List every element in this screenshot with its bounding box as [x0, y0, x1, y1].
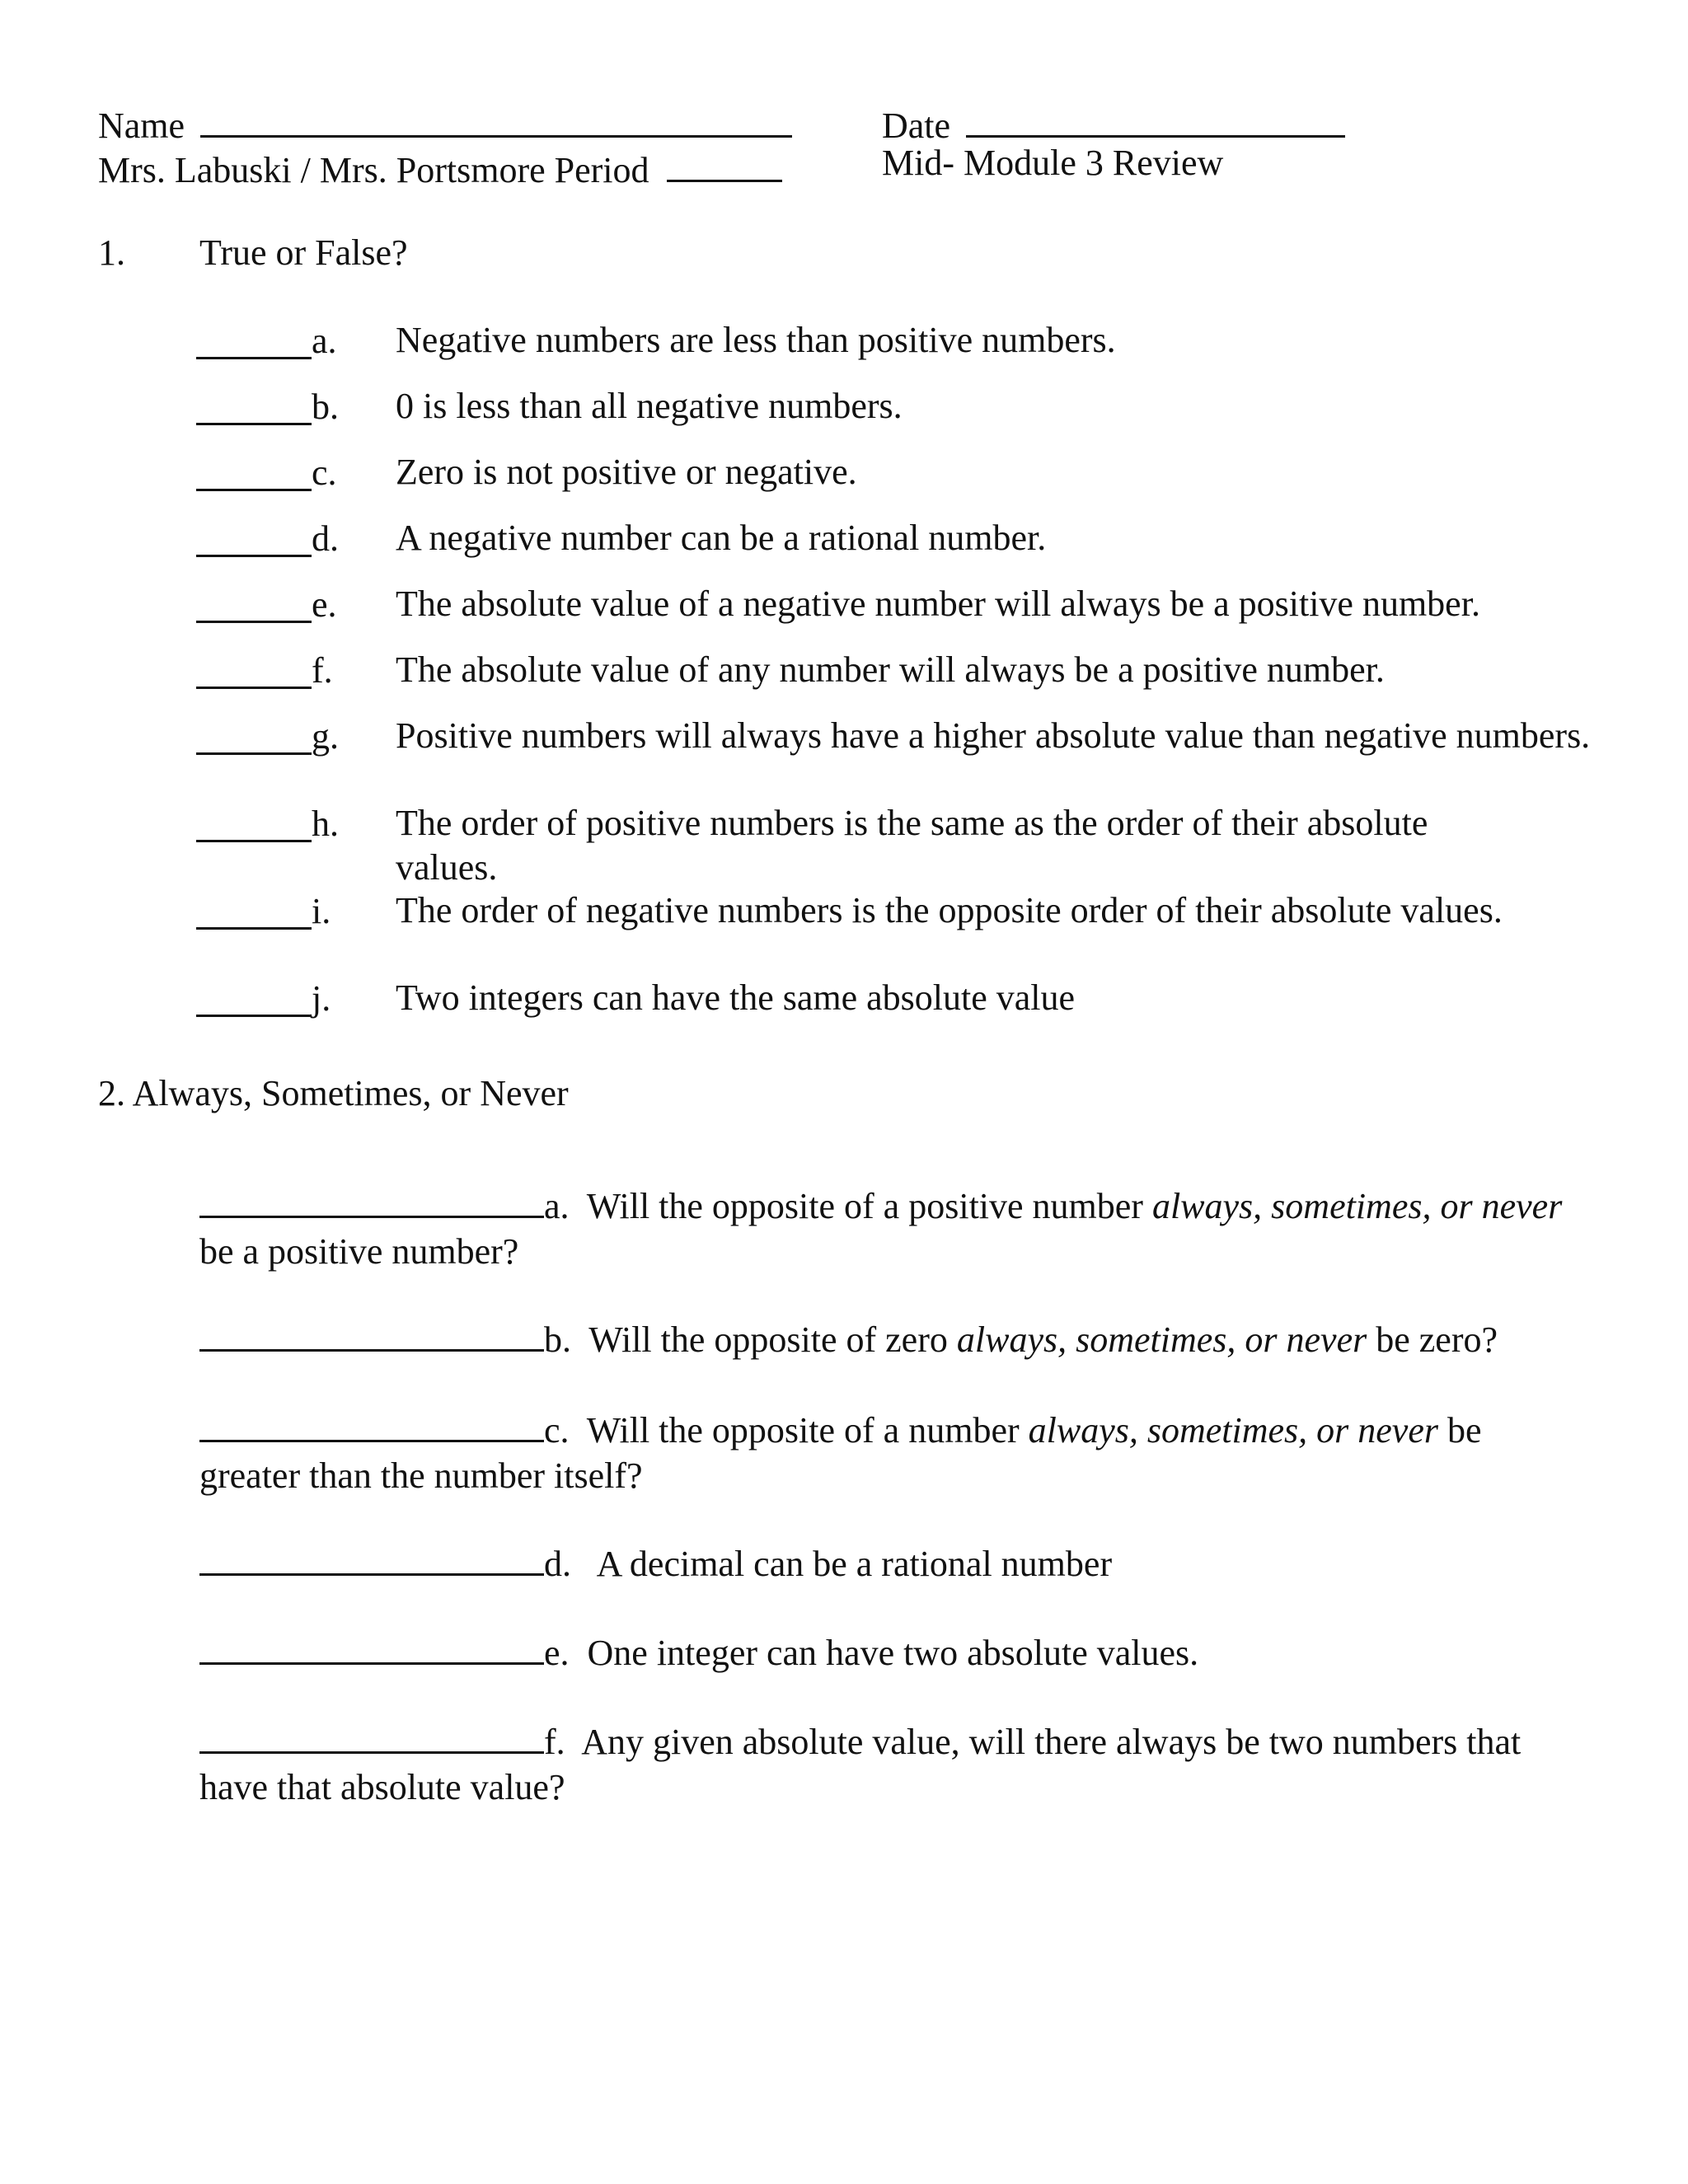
item-text: The order of negative numbers is the opposite order of their absolute values. — [396, 890, 1503, 930]
answer-blank[interactable] — [196, 357, 312, 359]
item-text-end: be greater than the number itself? — [199, 1410, 1482, 1496]
item-letter: g. — [312, 716, 339, 757]
item-letter: d. — [312, 518, 339, 559]
teacher-period-row — [98, 145, 782, 189]
page-title: Mid- Module 3 Review — [882, 143, 1224, 183]
item-letter: e. — [544, 1633, 570, 1673]
item-letter: a. — [544, 1186, 570, 1226]
item-text: 0 is less than all negative numbers. — [396, 386, 903, 426]
section2-heading: 2. Always, Sometimes, or Never — [98, 1073, 569, 1113]
answer-blank[interactable] — [199, 1633, 544, 1665]
item-text-italic: always, sometimes, or never — [956, 1319, 1367, 1360]
answer-blank[interactable] — [196, 687, 312, 689]
asn-item-c — [199, 1408, 1584, 1498]
item-letter: f. — [544, 1722, 565, 1762]
answer-blank[interactable] — [199, 1544, 544, 1576]
date-row — [882, 101, 1345, 144]
item-text: Zero is not positive or negative. — [396, 452, 857, 492]
answer-blank[interactable] — [196, 1015, 312, 1017]
item-text-end: be a positive number? — [199, 1231, 519, 1272]
section1-heading: True or False? — [199, 232, 408, 273]
item-text: Will the opposite of a number — [569, 1410, 1029, 1451]
item-letter: c. — [544, 1410, 570, 1451]
item-letter: b. — [544, 1319, 571, 1360]
answer-blank[interactable] — [199, 1186, 544, 1218]
item-text: Will the opposite of a positive number — [569, 1186, 1152, 1226]
name-label: Name — [98, 105, 185, 146]
answer-blank[interactable] — [199, 1319, 544, 1352]
item-text: A decimal can be a rational number — [571, 1544, 1113, 1584]
item-letter: a. — [312, 321, 337, 361]
answer-blank[interactable] — [196, 555, 312, 557]
item-text-end: be zero? — [1367, 1319, 1498, 1360]
item-text: The absolute value of any number will always be a positive number. — [396, 649, 1385, 690]
item-letter: c. — [312, 452, 337, 493]
date-field[interactable] — [966, 101, 1345, 138]
item-letter: e. — [312, 584, 337, 625]
item-text: A negative number can be a rational number. — [396, 518, 1047, 558]
answer-blank[interactable] — [199, 1410, 544, 1442]
answer-blank[interactable] — [196, 621, 312, 623]
item-text: Positive numbers will always have a higher absolute value than negative numbers. — [396, 715, 1591, 756]
item-text: Will the opposite of zero — [571, 1319, 957, 1360]
answer-blank[interactable] — [196, 927, 312, 930]
item-letter: h. — [312, 804, 339, 844]
answer-blank[interactable] — [196, 840, 312, 842]
answer-blank[interactable] — [196, 423, 312, 425]
date-label: Date — [882, 105, 951, 146]
item-letter: b. — [312, 387, 339, 427]
item-text: One integer can have two absolute values. — [569, 1633, 1199, 1673]
item-letter: f. — [312, 650, 333, 691]
name-row — [98, 101, 792, 144]
answer-blank[interactable] — [196, 489, 312, 491]
item-text: Negative numbers are less than positive numbers. — [396, 320, 1116, 360]
answer-blank[interactable] — [196, 752, 312, 755]
section1-number: 1. — [98, 232, 125, 273]
asn-item-b — [199, 1317, 1584, 1362]
item-text-italic: always, sometimes, or never — [1151, 1186, 1563, 1226]
item-letter: i. — [312, 891, 331, 931]
item-text-italic: always, sometimes, or never — [1028, 1410, 1438, 1451]
item-letter: j. — [312, 978, 331, 1019]
item-text: Any given absolute value, will there always be two numbers that have that absolute value? — [199, 1722, 1531, 1807]
asn-item-f — [199, 1719, 1584, 1810]
item-text: The absolute value of a negative number will always be a positive number. — [396, 583, 1480, 624]
name-field[interactable] — [200, 101, 792, 138]
asn-item-a — [199, 1183, 1584, 1274]
asn-item-e — [199, 1630, 1584, 1675]
item-text: The order of positive numbers is the same as the order of their absolute values. — [396, 803, 1428, 888]
item-letter: d. — [544, 1544, 571, 1584]
teachers-label: Mrs. Labuski / Mrs. Portsmore Period — [98, 150, 649, 190]
answer-blank[interactable] — [199, 1722, 544, 1754]
asn-item-d — [199, 1541, 1584, 1586]
period-field[interactable] — [667, 145, 782, 182]
item-text: Two integers can have the same absolute value — [396, 977, 1076, 1018]
